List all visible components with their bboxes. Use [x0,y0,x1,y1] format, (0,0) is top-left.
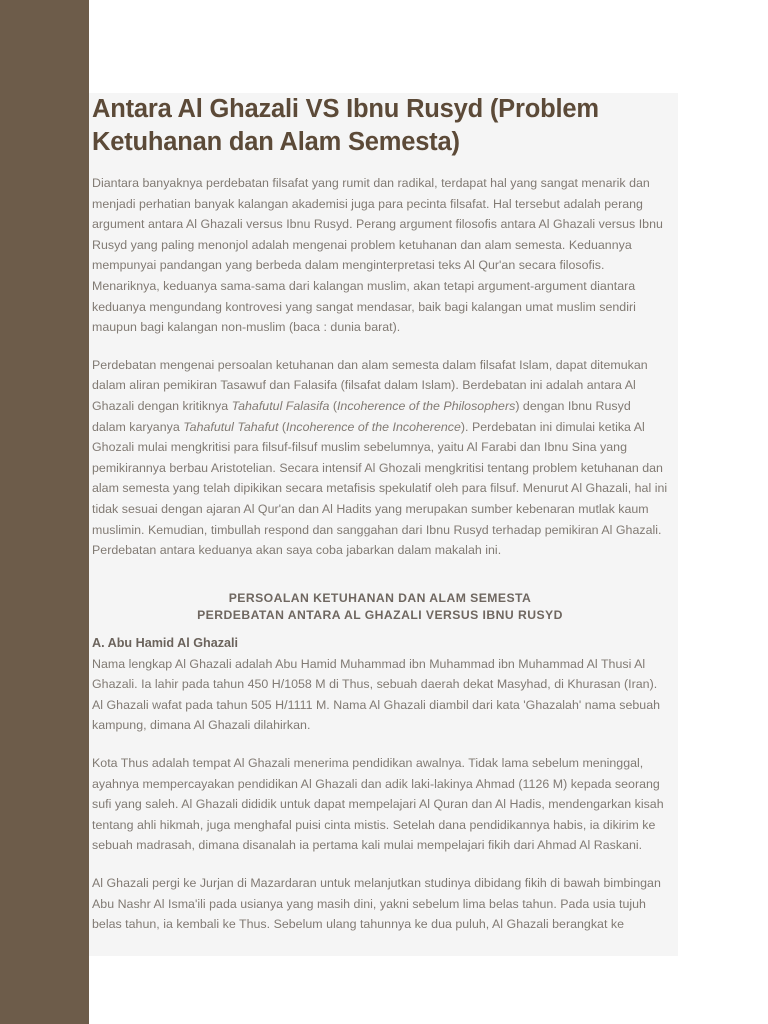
document-title: Antara Al Ghazali VS Ibnu Rusyd (Problem Ketuhanan dan Alam Semesta) [92,95,599,156]
debate-text-1: Perdebatan mengenai persoalan ketuhanan dan alam semesta dalam filsafat Islam, dapat ditemukan dalam aliran pemikiran Tasawuf dan Falasifa (filsafat dalam Islam). Berdebatan ini adalah antara Al Ghazali dengan kritiknya [92,357,648,413]
title-incoherence-incoherence: Incoherence of the Incoherence [286,419,461,434]
section-heading-line-2: PERDEBATAN ANTARA AL GHAZALI VERSUS IBNU RUSYD [197,608,563,623]
paragraph-kota-thus: Kota Thus adalah tempat Al Ghazali menerima pendidikan awalnya. Tidak lama sebelum meninggal, ayahnya mempercayakan pendidikan Al Ghazali dan adik laki-lakinya Ahmad (1126 M) kepada seorang sufi yang saleh. Al Ghazali dididik untuk dapat mempelajari Al Quran dan Al Hadis, mendengarkan kisah tentang ahli hikmah, juga menghafal puisi cinta mistis. Setelah dana pendidikannya habis, ia dikirim ke sebuah madrasah, dimana disanalah ia pertama kali mulai mempelajari fikih dari Ahmad Al Raskani. [92,756,664,853]
paragraph-debate [92,355,668,561]
left-decorative-band [0,0,89,1024]
paragraph-jurjan: Al Ghazali pergi ke Jurjan di Mazardaran untuk melanjutkan studinya dibidang fikih di bawah bimbingan Abu Nashr Al Isma'ili pada usianya yang masih dini, yakni sebelum lima belas tahun. Pada usia tujuh belas tahun, ia kembali ke Thus. Sebelum ulang tahunnya ke dua puluh, Al Ghazali berangkat ke [92,876,661,932]
section-heading-block [92,590,668,625]
title-tahafutul-falasifa: Tahafutul Falasifa [231,398,330,413]
debate-text-4: ( [278,419,287,434]
sub-heading-abu-hamid-al-ghazali: A. Abu Hamid Al Ghazali [92,635,239,650]
debate-text-5: ). Perdebatan ini dimulai ketika Al Ghozali mulai mengkritisi para filsuf-filsuf muslim sebelumnya, yaitu Al Farabi dan Ibnu Sina yang pemikirannya berbau Aristotelian. Secara intensif Al Ghozali mengkritisi tentang problem ketuhanan dan alam semesta yang telah dipikikan secara metafisis spekulatif oleh para filsuf. Menurut Al Ghazali, hal ini tidak sesuai dengan ajaran Al Qur'an dan Al Hadits yang merupakan sumber kebenaran mutlak kaum muslimin. Kemudian, timbullah respond dan sanggahan dari Ibnu Rusyd terhadap pemikiran Al Ghazali. Perdebatan antara keduanya akan saya coba jabarkan dalam makalah ini. [92,419,668,558]
debate-text-2: ( [329,398,337,413]
debate-text-3: ) dengan Ibnu Rusyd dalam karyanya [92,398,631,434]
section-heading-line-1: PERSOALAN KETUHANAN DAN ALAM SEMESTA [228,590,532,605]
paragraph-intro: Diantara banyaknya perdebatan filsafat yang rumit dan radikal, terdapat hal yang sangat menarik dan menjadi perhatian banyak kalangan akademisi juga para pecinta filsafat. Hal tersebut adalah perang argument antara Al Ghazali versus Ibnu Rusyd. Perang argument filosofis antara Al Ghazali versus Ibnu Rusyd yang paling menonjol adalah mengenai problem ketuhanan dan alam semesta. Keduannya mempunyai pandangan yang berbeda dalam menginterpretasi teks Al Qur'an secara filosofis. Menariknya, keduanya sama-sama dari kalangan muslim, akan tetapi argument-argument diantara keduanya mengundang kontrovesi yang sangat mendasar, baik bagi kalangan umat muslim sendiri maupun bagi kalangan non-muslim (baca : dunia barat). [92,176,663,335]
document-body [89,93,678,1024]
paragraph-ghazali-name: Nama lengkap Al Ghazali adalah Abu Hamid Muhammad ibn Muhammad ibn Muhammad Al Thusi Al Ghazali. Ia lahir pada tahun 450 H/1058 M di Thus, sebuah daerah dekat Masyhad, di Khurasan (Iran). Al Ghazali wafat pada tahun 505 H/1111 M. Nama Al Ghazali diambil dari kata 'Ghazalah' nama sebuah kampung, dimana Al Ghazali dilahirkan. [92,656,661,733]
title-incoherence-philosophers: Incoherence of the Philosophers [336,398,516,413]
title-tahafutul-tahafut: Tahafutul Tahafut [183,419,279,434]
